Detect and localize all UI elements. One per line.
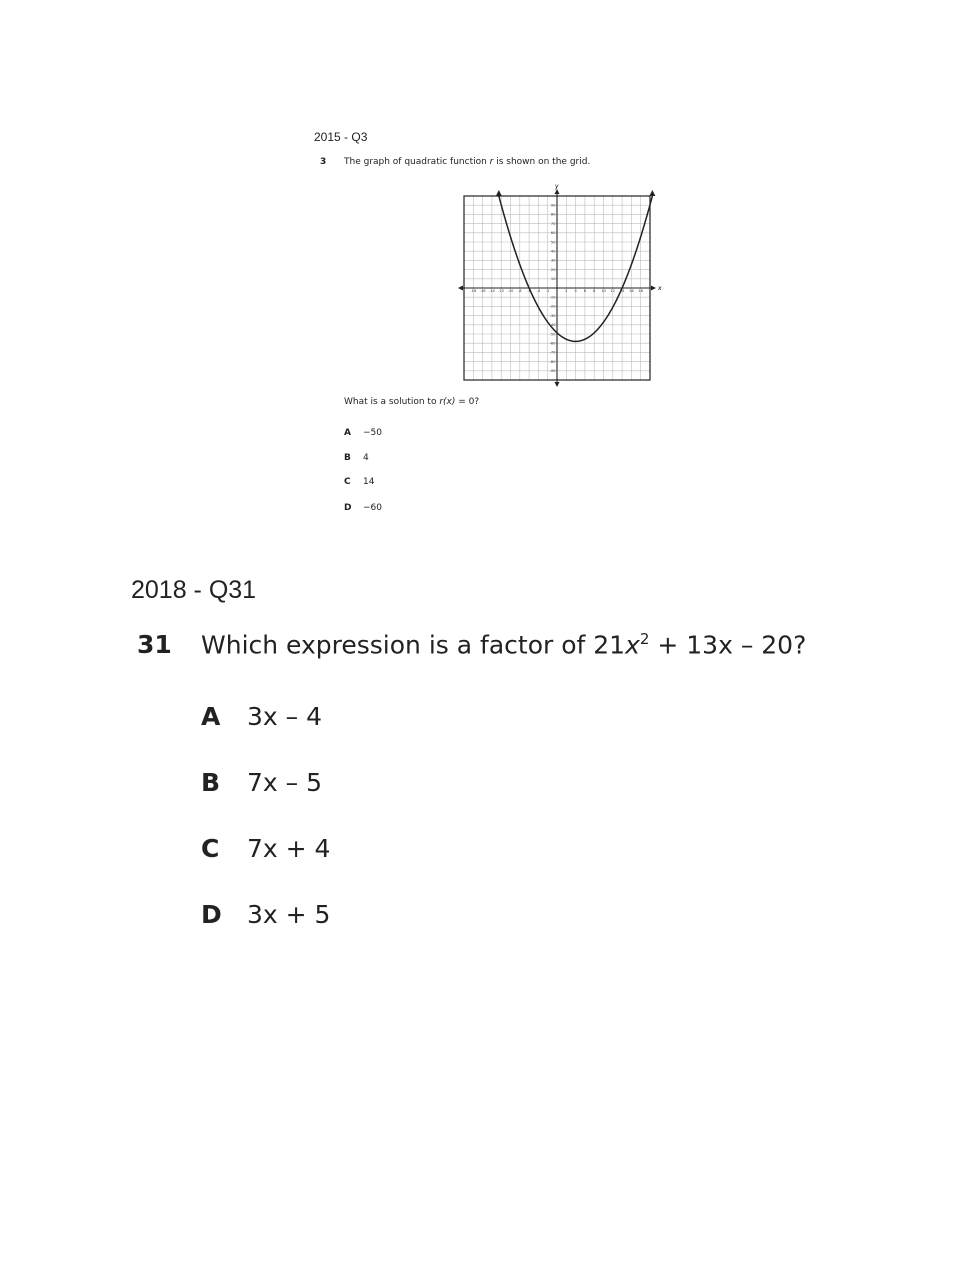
x-tick-label: -10 (507, 289, 514, 293)
y-tick-label: -80 (549, 359, 556, 364)
y-tick-label: 50 (550, 240, 556, 245)
y-tick-label: -20 (549, 304, 556, 309)
quadratic-graph (450, 182, 665, 387)
x-tick-label: -18 (470, 289, 477, 293)
q2-choice-b[interactable] (201, 768, 322, 797)
y-axis-arrow-down (555, 382, 560, 387)
y-tick-label: -70 (549, 350, 556, 355)
x-axis-arrow (651, 286, 656, 291)
x-tick-label: 16 (629, 289, 634, 293)
q1-choice-d[interactable] (344, 503, 382, 513)
axes (458, 189, 656, 387)
choice-value: 3x + 5 (247, 900, 331, 929)
q1-choice-c[interactable] (344, 477, 374, 487)
x-tick-label: 8 (593, 289, 596, 293)
x-tick-label: -12 (498, 289, 505, 293)
choice-letter: B (201, 768, 221, 797)
choice-letter: C (344, 477, 351, 487)
x-tick-label: -16 (479, 289, 486, 293)
q2-choice-a[interactable] (201, 702, 322, 731)
choice-value: 7x + 4 (247, 834, 331, 863)
question-2-number: 31 (137, 630, 172, 659)
y-tick-label: -90 (549, 369, 556, 374)
question-2-prompt: Which expression is a factor of $21x^2 + 13x - 20$? (201, 630, 807, 660)
choice-value: 14 (363, 477, 375, 487)
question-1-prompt: The graph of quadratic function r is shown on the grid. (344, 157, 591, 167)
x-axis-arrow-left (458, 286, 463, 291)
x-tick-label: -14 (488, 289, 495, 293)
choice-value: 7x – 5 (247, 768, 322, 797)
q1-choice-b[interactable] (344, 453, 369, 463)
y-axis-label: y (555, 183, 559, 190)
y-tick-label: 80 (550, 212, 556, 217)
y-tick-label: -60 (549, 341, 556, 346)
x-tick-label: -8 (518, 289, 522, 293)
x-tick-label: 12 (610, 289, 616, 293)
y-tick-label: 40 (550, 249, 556, 254)
choice-letter: B (344, 453, 351, 463)
question-1-heading: 2015 - Q3 (314, 130, 368, 144)
y-tick-label: 70 (550, 221, 556, 226)
choice-letter: A (201, 702, 221, 731)
y-tick-label: -40 (549, 323, 556, 328)
x-tick-label: 4 (574, 289, 577, 293)
question-1-question: What is a solution to r(x) = 0? (344, 397, 480, 407)
choice-value: 4 (363, 453, 369, 463)
y-tick-label: 20 (550, 267, 556, 272)
curve-arrow-right (649, 190, 655, 196)
x-tick-label: 10 (601, 289, 606, 293)
y-tick-label: 10 (550, 277, 556, 282)
x-axis-label: x (658, 285, 662, 292)
x-tick-label: 14 (619, 289, 625, 293)
y-tick-label: 60 (550, 231, 556, 236)
x-tick-label: -4 (536, 289, 541, 293)
choice-letter: D (344, 503, 352, 513)
q2-choice-d[interactable] (201, 900, 330, 929)
y-tick-label: 30 (550, 258, 556, 263)
curve-arrow-left (496, 190, 502, 196)
q2-choice-c[interactable] (201, 834, 330, 863)
choice-letter: D (201, 900, 222, 929)
choice-value: −60 (363, 503, 382, 513)
x-tick-label: 6 (583, 289, 587, 293)
choice-letter: A (344, 428, 351, 438)
x-tick-label: 2 (565, 289, 568, 293)
y-tick-label: 90 (550, 203, 556, 208)
y-tick-label: -50 (549, 332, 556, 337)
question-1-number: 3 (320, 157, 327, 167)
choice-letter: C (201, 834, 220, 863)
y-tick-label: -30 (549, 313, 556, 318)
q1-choice-a[interactable] (344, 428, 382, 438)
x-tick-label: -2 (545, 289, 550, 293)
choice-value: 3x – 4 (247, 702, 322, 731)
choice-value: −50 (363, 428, 382, 438)
question-2-heading: 2018 - Q31 (131, 576, 257, 604)
x-tick-label: -6 (527, 289, 531, 293)
curve-arrows (496, 190, 655, 196)
y-tick-label: -10 (549, 295, 556, 300)
x-tick-label: 18 (638, 289, 643, 293)
